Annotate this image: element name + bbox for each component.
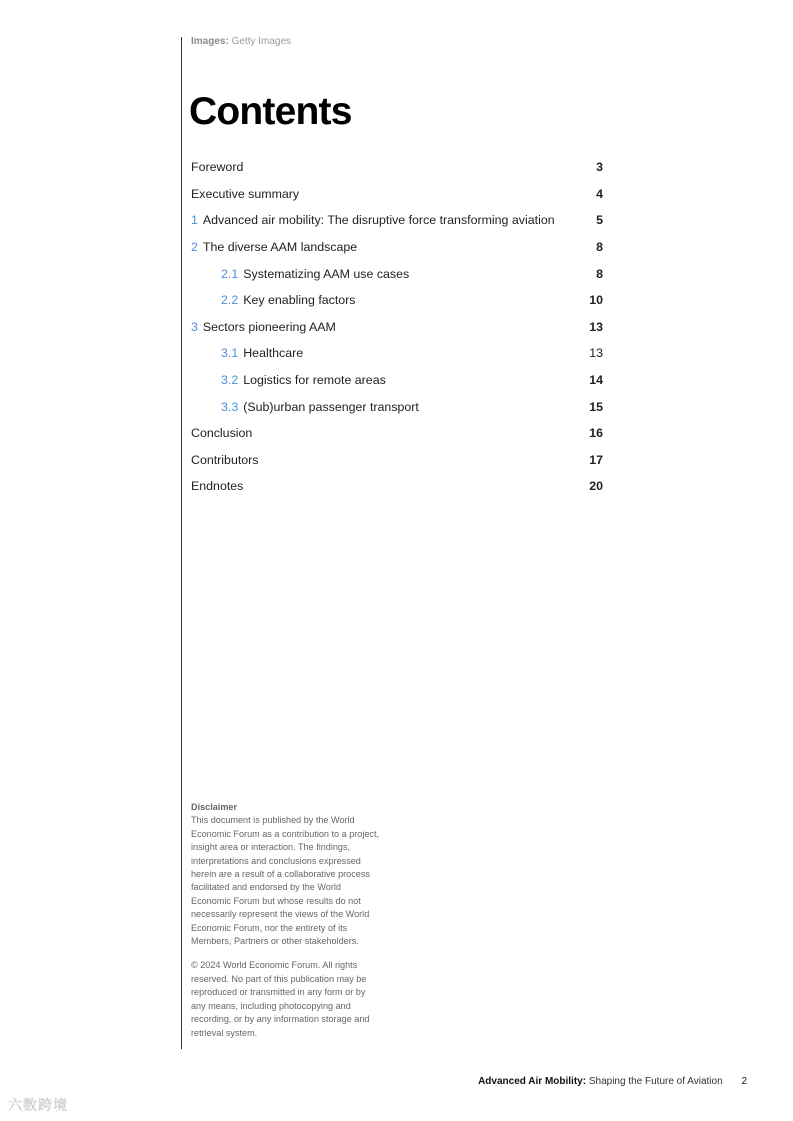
- toc-label: Systematizing AAM use cases: [243, 266, 410, 281]
- toc-item[interactable]: [191, 420, 603, 447]
- toc-section-number: 2.1: [221, 266, 239, 281]
- image-credit-value: Getty Images: [231, 36, 292, 47]
- toc-page-number: 8: [596, 266, 603, 281]
- toc-page-number: 8: [596, 240, 603, 255]
- disclaimer-heading: Disclaimer: [191, 802, 238, 812]
- toc-page-number: 17: [589, 452, 603, 467]
- page-footer: [478, 1076, 747, 1087]
- toc-page-number: 13: [589, 319, 603, 334]
- toc-section-number: 3: [191, 319, 198, 334]
- table-of-contents: [191, 154, 603, 500]
- toc-entry: [191, 320, 336, 334]
- toc-label: Conclusion: [191, 426, 253, 441]
- toc-label: Advanced air mobility: The disruptive force transforming aviation: [202, 213, 555, 228]
- copyright-notice: © 2024 World Economic Forum. All rights reserved. No part of this publication may be reproduced or transmitted in any form or by any means, including photocopying and recording, or by any information storage and retrieval system.: [191, 960, 370, 1038]
- toc-section-number: 2.2: [221, 293, 239, 308]
- toc-entry: [191, 479, 243, 493]
- toc-label: (Sub)urban passenger transport: [243, 399, 419, 414]
- toc-item[interactable]: [191, 154, 603, 181]
- toc-item[interactable]: [191, 340, 603, 367]
- toc-entry: [191, 213, 555, 227]
- toc-label: Logistics for remote areas: [243, 373, 386, 388]
- toc-entry: [191, 400, 419, 414]
- toc-entry: [191, 187, 299, 201]
- toc-label: Contributors: [191, 452, 259, 467]
- toc-item[interactable]: [191, 181, 603, 208]
- toc-label: Endnotes: [191, 479, 244, 494]
- image-credit-label: Images:: [191, 36, 229, 47]
- toc-page-number: 15: [589, 399, 603, 414]
- toc-entry: [191, 267, 409, 281]
- toc-page-number: 5: [596, 213, 603, 228]
- toc-entry: [191, 160, 243, 174]
- page-number: 2: [741, 1076, 747, 1087]
- toc-label: Executive summary: [191, 186, 300, 201]
- toc-entry: [191, 293, 356, 307]
- toc-item[interactable]: [191, 314, 603, 341]
- toc-entry: [191, 373, 386, 387]
- margin-rule: [181, 37, 182, 1049]
- disclaimer: [191, 801, 381, 1040]
- toc-section-number: 3.2: [221, 373, 239, 388]
- toc-entry: [191, 346, 303, 360]
- toc-label: The diverse AAM landscape: [202, 240, 358, 255]
- toc-label: Foreword: [191, 160, 244, 175]
- toc-item[interactable]: [191, 207, 603, 234]
- toc-page-number: 4: [596, 186, 603, 201]
- footer-title-bold: Advanced Air Mobility:: [478, 1076, 587, 1087]
- toc-label: Sectors pioneering AAM: [202, 319, 336, 334]
- toc-section-number: 3.3: [221, 399, 239, 414]
- toc-label: Key enabling factors: [243, 293, 356, 308]
- toc-item[interactable]: [191, 260, 603, 287]
- toc-item[interactable]: [191, 447, 603, 474]
- toc-item[interactable]: [191, 393, 603, 420]
- toc-entry: [191, 453, 259, 467]
- toc-page-number: 3: [596, 160, 603, 175]
- toc-page-number: 16: [589, 426, 603, 441]
- toc-item[interactable]: [191, 287, 603, 314]
- disclaimer-body: This document is published by the World Economic Forum as a contribution to a project, insight area or interaction. The findings, interpretations and conclusions expressed herein are a result of a collaborative process facilitated and endorsed by the World Economic Forum but whose results do not necessarily represent the views of the World Economic Forum, nor the entirety of its Members, Partners or other stakeholders.: [191, 815, 380, 947]
- toc-entry: [191, 240, 357, 254]
- toc-entry: [191, 426, 252, 440]
- toc-page-number: 13: [589, 346, 603, 361]
- toc-page-number: 20: [589, 479, 603, 494]
- toc-section-number: 2: [191, 240, 198, 255]
- toc-section-number: 3.1: [221, 346, 239, 361]
- toc-page-number: 10: [589, 293, 603, 308]
- toc-label: Healthcare: [243, 346, 304, 361]
- toc-section-number: 1: [191, 213, 198, 228]
- watermark: 六数跨境: [8, 1097, 68, 1113]
- toc-item[interactable]: [191, 473, 603, 500]
- toc-item[interactable]: [191, 234, 603, 261]
- image-credit: [191, 36, 291, 47]
- toc-page-number: 14: [589, 373, 603, 388]
- page-title: Contents: [189, 90, 352, 133]
- footer-title-rest: Shaping the Future of Aviation: [588, 1076, 723, 1087]
- toc-item[interactable]: [191, 367, 603, 394]
